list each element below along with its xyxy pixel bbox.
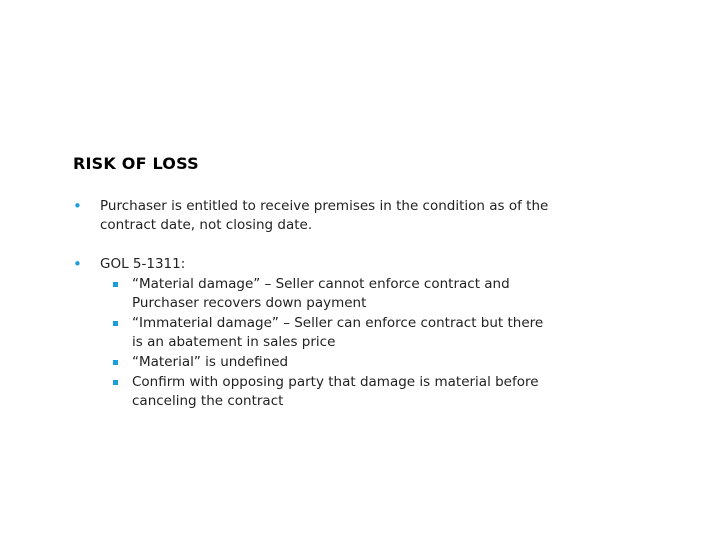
bullet-text: GOL 5-1311: xyxy=(100,256,186,272)
bullet-text: Purchaser is entitled to receive premises in the condition as of the contract date, not closing date. xyxy=(100,198,549,233)
sub-bullet-item xyxy=(100,314,553,352)
sub-bullet-item xyxy=(100,373,553,411)
sub-bullet-text: “Material damage” – Seller cannot enforce contract and Purchaser recovers down payment xyxy=(132,276,510,311)
sub-bullet-text: “Immaterial damage” – Seller can enforce contract but there is an abatement in sales price xyxy=(132,315,544,350)
sub-bullet-text: Confirm with opposing party that damage is material before canceling the contract xyxy=(132,374,539,409)
square-bullet-icon xyxy=(113,360,118,365)
bullet-list xyxy=(73,197,553,411)
sub-bullet-list xyxy=(100,275,553,411)
square-bullet-icon xyxy=(113,380,118,385)
bullet-item xyxy=(73,255,553,411)
bullet-item xyxy=(73,197,553,235)
sub-bullet-item xyxy=(100,353,553,372)
square-bullet-icon xyxy=(113,321,118,326)
sub-bullet-text: “Material” is undefined xyxy=(132,354,289,370)
bullet-dot-icon: • xyxy=(73,255,82,273)
square-bullet-icon xyxy=(113,282,118,287)
slide-title: RISK OF LOSS xyxy=(73,154,199,173)
sub-bullet-item xyxy=(100,275,553,313)
bullet-dot-icon: • xyxy=(73,197,82,215)
